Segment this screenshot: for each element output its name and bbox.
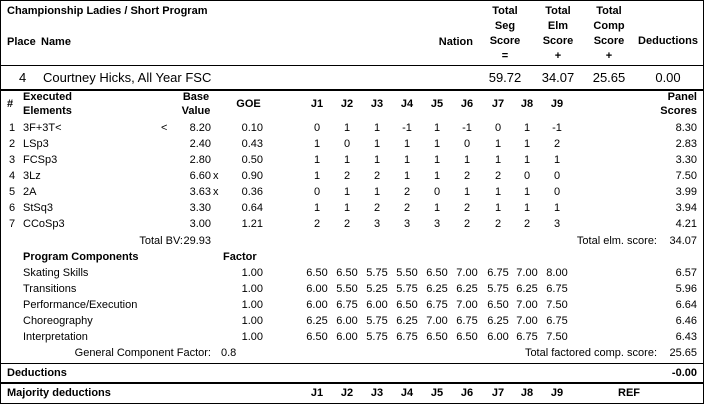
- total-bv-label: Total BV:: [139, 235, 183, 247]
- element-code: FCSp3: [23, 154, 58, 166]
- skater-place: 4: [19, 70, 27, 85]
- component-panel-score: 6.46: [675, 315, 697, 327]
- judge-mark: 7.00: [516, 315, 538, 327]
- component-panel-score: 6.64: [675, 299, 697, 311]
- judge-mark: 8.00: [546, 267, 568, 279]
- judge-mark: 6.50: [306, 331, 328, 343]
- element-number: 5: [9, 186, 16, 198]
- element-number: 2: [9, 138, 16, 150]
- judge-mark: 1: [343, 202, 351, 214]
- judge-header: J1: [310, 98, 324, 110]
- element-code: 3Lz: [23, 170, 41, 182]
- element-base-value: 3.00: [189, 218, 211, 230]
- judge-mark: 1: [313, 154, 321, 166]
- element-goe: 0.64: [241, 202, 263, 214]
- total-elm-label: Total elm. score:: [576, 235, 657, 247]
- element-goe: 0.90: [241, 170, 263, 182]
- judge-mark: 2: [463, 170, 471, 182]
- tfcs-value: 25.65: [669, 347, 697, 359]
- judge-header: J4: [400, 98, 414, 110]
- place-header: Place: [7, 36, 36, 48]
- component-factor: 1.00: [241, 331, 263, 343]
- judge-mark: 1: [433, 154, 441, 166]
- skater-deductions: 0.00: [655, 70, 681, 85]
- judge-mark: 0: [494, 122, 502, 134]
- component-name: Interpretation: [23, 331, 88, 343]
- component-factor: 1.00: [241, 299, 263, 311]
- deductions-header: Deductions: [638, 35, 698, 47]
- element-info: <: [161, 122, 168, 134]
- component-panel-score: 6.57: [675, 267, 697, 279]
- judge-mark: 2: [403, 186, 411, 198]
- divider: [1, 382, 703, 384]
- judge-mark: 5.75: [487, 283, 509, 295]
- element-base-value: 3.63: [189, 186, 211, 198]
- judge-mark: 1: [523, 202, 531, 214]
- judge-mark: 6.00: [336, 315, 358, 327]
- divider: [1, 65, 703, 66]
- judge-mark: 6.50: [487, 299, 509, 311]
- component-name: Skating Skills: [23, 267, 89, 279]
- judge-mark: 1: [403, 138, 411, 150]
- judge-mark: 6.75: [546, 315, 568, 327]
- judge-mark: 0: [343, 138, 351, 150]
- component-name: Choreography: [23, 315, 93, 327]
- judge-mark: 2: [553, 138, 561, 150]
- majority-judge-header: J7: [491, 387, 505, 399]
- judge-mark: -1: [462, 122, 472, 134]
- judge-mark: 2: [373, 202, 381, 214]
- judge-mark: 2: [403, 202, 411, 214]
- component-factor: 1.00: [241, 315, 263, 327]
- skater-tss: 59.72: [488, 70, 522, 85]
- judge-mark: 5.75: [366, 267, 388, 279]
- judge-mark: 1: [494, 154, 502, 166]
- judge-mark: 1: [313, 138, 321, 150]
- element-number: 6: [9, 202, 16, 214]
- judge-mark: 1: [523, 122, 531, 134]
- elements-header: Elements: [23, 105, 72, 117]
- judge-header: J9: [550, 98, 564, 110]
- judge-mark: 2: [494, 170, 502, 182]
- judge-mark: 3: [553, 218, 561, 230]
- deductions-label: Deductions: [7, 367, 67, 379]
- element-base-value: 6.60: [189, 170, 211, 182]
- judge-mark: 0: [433, 186, 441, 198]
- divider: [1, 363, 703, 364]
- judge-mark: 6.00: [336, 331, 358, 343]
- panel-header: Panel: [667, 91, 697, 103]
- judge-mark: 6.75: [487, 267, 509, 279]
- judge-mark: 2: [373, 170, 381, 182]
- judge-mark: 1: [553, 154, 561, 166]
- judge-mark: 2: [343, 218, 351, 230]
- nation-header: Nation: [438, 36, 473, 48]
- judge-mark: 6.25: [396, 315, 418, 327]
- judge-mark: 6.00: [306, 299, 328, 311]
- judge-header: J3: [370, 98, 384, 110]
- judge-mark: 0: [313, 122, 321, 134]
- element-panel-score: 3.30: [675, 154, 697, 166]
- value-header: Value: [181, 105, 211, 117]
- judge-mark: 7.00: [456, 299, 478, 311]
- components-header: Program Components: [23, 251, 139, 263]
- majority-judge-header: J9: [550, 387, 564, 399]
- judge-mark: 6.75: [546, 283, 568, 295]
- judge-mark: 6.75: [516, 331, 538, 343]
- component-factor: 1.00: [241, 283, 263, 295]
- judge-mark: 1: [433, 122, 441, 134]
- judge-mark: -1: [552, 122, 562, 134]
- judge-mark: 6.00: [306, 283, 328, 295]
- judge-mark: 1: [463, 154, 471, 166]
- judge-mark: 6.25: [306, 315, 328, 327]
- element-goe: 0.36: [241, 186, 263, 198]
- component-panel-score: 6.43: [675, 331, 697, 343]
- judge-mark: 2: [523, 218, 531, 230]
- element-panel-score: 3.94: [675, 202, 697, 214]
- judge-mark: 1: [373, 154, 381, 166]
- majority-label: Majority deductions: [7, 387, 111, 399]
- judge-mark: 1: [313, 170, 321, 182]
- judge-mark: 7.50: [546, 299, 568, 311]
- judge-mark: 6.50: [456, 331, 478, 343]
- majority-judge-header: J4: [400, 387, 414, 399]
- judge-mark: 2: [313, 218, 321, 230]
- judge-mark: 3: [373, 218, 381, 230]
- judge-mark: 0: [553, 186, 561, 198]
- judge-mark: 6.00: [366, 299, 388, 311]
- judge-mark: 0: [463, 138, 471, 150]
- judge-mark: 5.75: [396, 283, 418, 295]
- judge-header: J6: [460, 98, 474, 110]
- judge-mark: 7.00: [426, 315, 448, 327]
- judge-mark: 1: [523, 154, 531, 166]
- judge-mark: 1: [553, 202, 561, 214]
- skater-tes: 34.07: [541, 70, 575, 85]
- scores-header: Scores: [660, 105, 697, 117]
- event-title: Championship Ladies / Short Program: [7, 5, 208, 17]
- element-code: CCoSp3: [23, 218, 65, 230]
- judge-mark: 6.75: [336, 299, 358, 311]
- element-code: 3F+3T<: [23, 122, 62, 134]
- judge-mark: 7.00: [516, 299, 538, 311]
- judge-mark: 6.75: [456, 315, 478, 327]
- element-base-value: 8.20: [189, 122, 211, 134]
- judge-mark: 1: [463, 186, 471, 198]
- element-panel-score: 7.50: [675, 170, 697, 182]
- judge-mark: 3: [433, 218, 441, 230]
- judge-mark: 1: [373, 186, 381, 198]
- judge-mark: 5.75: [366, 315, 388, 327]
- name-header: Name: [41, 36, 71, 48]
- judge-mark: 5.50: [336, 283, 358, 295]
- judge-mark: 6.25: [426, 283, 448, 295]
- judge-header: J8: [520, 98, 534, 110]
- total-bv-value: 29.93: [183, 235, 211, 247]
- skater-pcs: 25.65: [592, 70, 626, 85]
- judge-mark: 1: [343, 186, 351, 198]
- element-code: StSq3: [23, 202, 53, 214]
- judge-mark: 5.75: [366, 331, 388, 343]
- tfcs-label: Total factored comp. score:: [524, 347, 657, 359]
- component-name: Performance/Execution: [23, 299, 138, 311]
- gcf-value: 0.8: [221, 347, 237, 359]
- judge-mark: 7.00: [516, 267, 538, 279]
- judge-mark: 1: [433, 202, 441, 214]
- judge-mark: 6.75: [396, 331, 418, 343]
- judge-mark: 0: [523, 170, 531, 182]
- num-header: #: [7, 98, 14, 110]
- majority-judge-header: J8: [520, 387, 534, 399]
- element-goe: 0.50: [241, 154, 263, 166]
- component-factor: 1.00: [241, 267, 263, 279]
- element-goe: 0.43: [241, 138, 263, 150]
- judge-mark: 2: [463, 218, 471, 230]
- majority-judge-header: J2: [340, 387, 354, 399]
- element-code: 2A: [23, 186, 37, 198]
- gcf-label: General Component Factor:: [74, 347, 211, 359]
- judge-mark: 1: [433, 138, 441, 150]
- judge-mark: 1: [373, 138, 381, 150]
- judge-mark: 6.50: [426, 331, 448, 343]
- majority-judge-header: J6: [460, 387, 474, 399]
- element-code: LSp3: [23, 138, 49, 150]
- judge-mark: 2: [463, 202, 471, 214]
- component-name: Transitions: [23, 283, 77, 295]
- judge-mark: 6.25: [487, 315, 509, 327]
- judge-mark: 1: [494, 138, 502, 150]
- executed-header: Executed: [23, 91, 72, 103]
- judge-mark: 2: [494, 218, 502, 230]
- element-bonus-marker: x: [213, 170, 219, 182]
- deductions-value: -0.00: [671, 367, 697, 379]
- judge-mark: 6.50: [426, 267, 448, 279]
- majority-judge-header: J1: [310, 387, 324, 399]
- element-base-value: 3.30: [189, 202, 211, 214]
- judge-mark: 6.25: [516, 283, 538, 295]
- judge-mark: 1: [343, 122, 351, 134]
- judge-mark: 7.50: [546, 331, 568, 343]
- judge-mark: 1: [403, 154, 411, 166]
- total-elm-value: 34.07: [669, 235, 697, 247]
- factor-header: Factor: [223, 251, 257, 263]
- element-number: 7: [9, 218, 16, 230]
- majority-judge-header: J3: [370, 387, 384, 399]
- judge-mark: -1: [402, 122, 412, 134]
- goe-header: GOE: [236, 98, 261, 110]
- element-number: 1: [9, 122, 16, 134]
- judge-mark: 6.00: [487, 331, 509, 343]
- judge-mark: 1: [403, 170, 411, 182]
- element-panel-score: 4.21: [675, 218, 697, 230]
- judge-mark: 6.50: [336, 267, 358, 279]
- element-panel-score: 3.99: [675, 186, 697, 198]
- judge-mark: 1: [494, 186, 502, 198]
- element-base-value: 2.80: [189, 154, 211, 166]
- judge-mark: 0: [313, 186, 321, 198]
- element-number: 4: [9, 170, 16, 182]
- judge-mark: 1: [523, 138, 531, 150]
- element-panel-score: 8.30: [675, 122, 697, 134]
- judge-mark: 5.50: [396, 267, 418, 279]
- ref-header: REF: [618, 387, 640, 399]
- judge-header: J2: [340, 98, 354, 110]
- judge-mark: 7.00: [456, 267, 478, 279]
- skater-name: Courtney Hicks, All Year FSC: [43, 70, 212, 85]
- judge-mark: 5.25: [366, 283, 388, 295]
- element-goe: 0.10: [241, 122, 263, 134]
- judge-mark: 6.50: [306, 267, 328, 279]
- judge-mark: 6.75: [426, 299, 448, 311]
- judge-mark: 6.25: [456, 283, 478, 295]
- judge-mark: 0: [553, 170, 561, 182]
- base-header: Base: [182, 91, 210, 103]
- judge-mark: 1: [373, 122, 381, 134]
- element-goe: 1.21: [241, 218, 263, 230]
- component-panel-score: 5.96: [675, 283, 697, 295]
- divider: [1, 89, 703, 91]
- judge-mark: 1: [343, 154, 351, 166]
- judge-mark: 1: [313, 202, 321, 214]
- majority-judge-header: J5: [430, 387, 444, 399]
- judge-mark: 3: [403, 218, 411, 230]
- element-bonus-marker: x: [213, 186, 219, 198]
- judge-mark: 1: [433, 170, 441, 182]
- element-number: 3: [9, 154, 16, 166]
- judge-mark: 1: [523, 186, 531, 198]
- judge-header: J5: [430, 98, 444, 110]
- element-base-value: 2.40: [189, 138, 211, 150]
- judge-header: J7: [491, 98, 505, 110]
- score-sheet: Championship Ladies / Short Program Place Name Nation Total Seg Score = Total Elm Score + Total Comp Score + Deductions 4 Courtney Hicks, All Year FSC 59.72 34.07 25.65 0.00 # Executed Elements Base Value GOE J1 J2 J3 J4 J5 J6 J7 J8 J9 Panel Scores 1 3F+3T< < 8.20 0.10 0 1 1 -1 1 -1 0 1 -1 8.30 2 LSp3 2.40 0.43 1 0 1 1 1 0 1 1 2 2.83 3 FCSp3 2.80 0.50 1 1 1 1 1 1 1 1 1 3.30 4 3Lz 6.60 x 0.90 1 2 2 1 1 2 2 0 0 7.50 5 2A 3.63 x 0.36 0 1 1 2 0 1 1 1 0 3.99 6 StSq3 3.30 0.64 1 1 2 2 1 2 1 1 1 3.94 7 CCoSp3 3.00 1.21 2 2 3 3 3 2 2 2 3 4.21 Total BV: 29.93 Total elm. score: 34.07 Program Components Factor Skating Skills 1.00 6.50 6.50 5.75 5.50 6.50 7.00 6.75 7.00 8.00 6.57 Transitions 1.00 6.00 5.50 5.25 5.75 6.25 6.25 5.75 6.25 6.75 5.96 Performance/Execution 1.00 6.00 6.75 6.00 6.50 6.75 7.00 6.50 7.00 7.50 6.64 Choreography 1.00 6.25 6.00 5.75 6.25 7.00 6.75 6.25 7.00 6.75 6.46 Interpretation 1.00 6.50 6.00 5.75 6.75 6.50 6.50 6.00 6.75 7.50 6.43 General Component Factor: 0.8 Total factored comp. score: 25.65 Deductions -0.00 Majority deductions J1 J2 J3 J4 J5 J6 J7 J8 J9 REF: [0, 0, 704, 404]
- judge-mark: 6.50: [396, 299, 418, 311]
- element-panel-score: 2.83: [675, 138, 697, 150]
- judge-mark: 2: [343, 170, 351, 182]
- judge-mark: 1: [494, 202, 502, 214]
